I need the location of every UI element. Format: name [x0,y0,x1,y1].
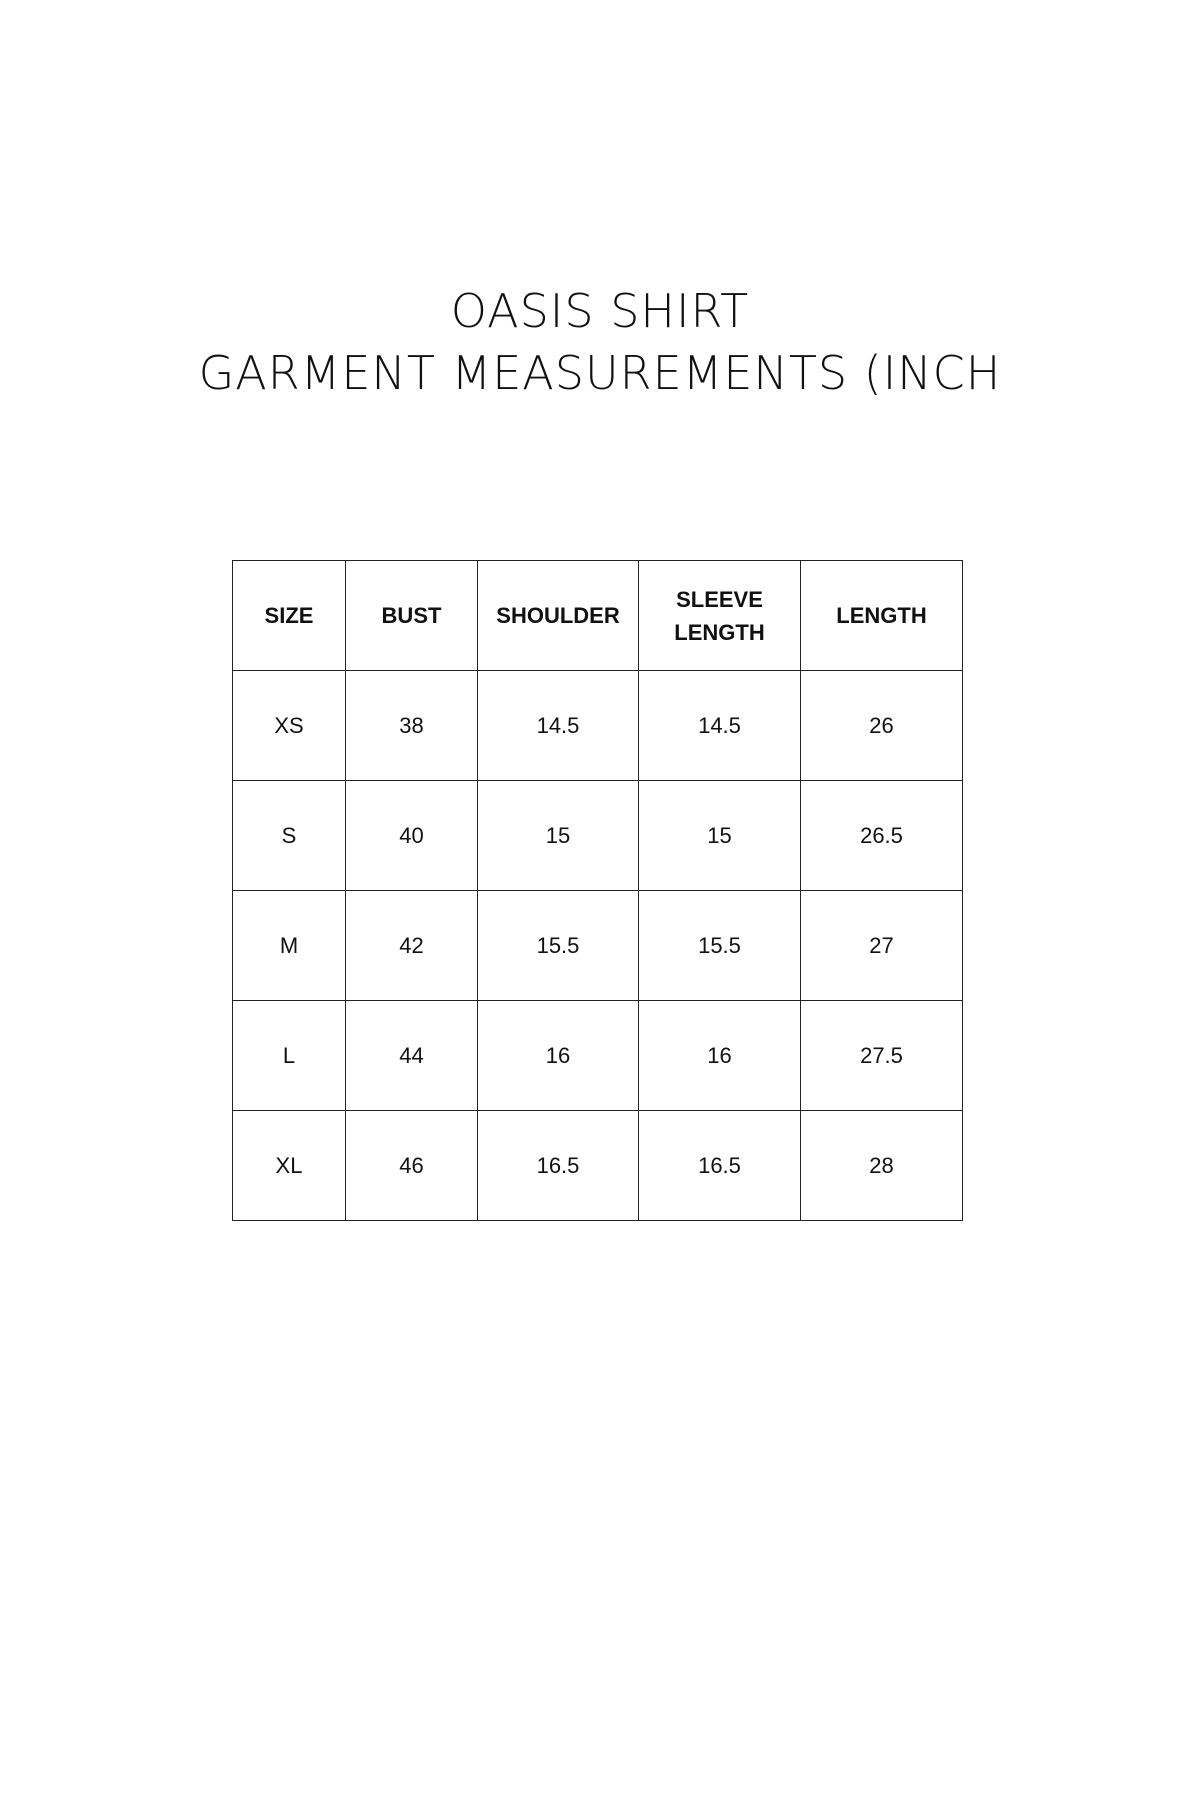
cell-sleeve-length: 14.5 [639,671,801,781]
size-chart-table [232,560,963,1221]
cell-bust: 42 [346,891,478,1001]
cell-length: 28 [801,1111,963,1221]
cell-shoulder: 16.5 [478,1111,639,1221]
cell-bust: 40 [346,781,478,891]
table-row [233,1001,963,1111]
cell-length: 26.5 [801,781,963,891]
cell-size: M [233,891,346,1001]
cell-sleeve-length: 15.5 [639,891,801,1001]
title-line-subtitle: GARMENT MEASUREMENTS (INCH [198,346,1002,400]
cell-size: XL [233,1111,346,1221]
cell-length: 27 [801,891,963,1001]
header-sleeve-line2: LENGTH [674,619,765,645]
cell-sleeve-length: 15 [639,781,801,891]
table-row [233,1111,963,1221]
header-shoulder: SHOULDER [478,561,639,671]
page-title [0,280,1200,404]
cell-shoulder: 16 [478,1001,639,1111]
cell-length: 27.5 [801,1001,963,1111]
cell-shoulder: 14.5 [478,671,639,781]
cell-size: XS [233,671,346,781]
cell-length: 26 [801,671,963,781]
table-row [233,671,963,781]
cell-size: S [233,781,346,891]
cell-shoulder: 15 [478,781,639,891]
cell-bust: 38 [346,671,478,781]
cell-bust: 44 [346,1001,478,1111]
header-size: SIZE [233,561,346,671]
header-bust: BUST [346,561,478,671]
header-sleeve-line1: SLEEVE [676,586,763,612]
header-length: LENGTH [801,561,963,671]
header-sleeve-length [639,561,801,671]
cell-sleeve-length: 16 [639,1001,801,1111]
table-header-row [233,561,963,671]
cell-sleeve-length: 16.5 [639,1111,801,1221]
cell-size: L [233,1001,346,1111]
cell-shoulder: 15.5 [478,891,639,1001]
table-row [233,781,963,891]
title-line-product: OASIS SHIRT [450,284,750,338]
table-row [233,891,963,1001]
cell-bust: 46 [346,1111,478,1221]
